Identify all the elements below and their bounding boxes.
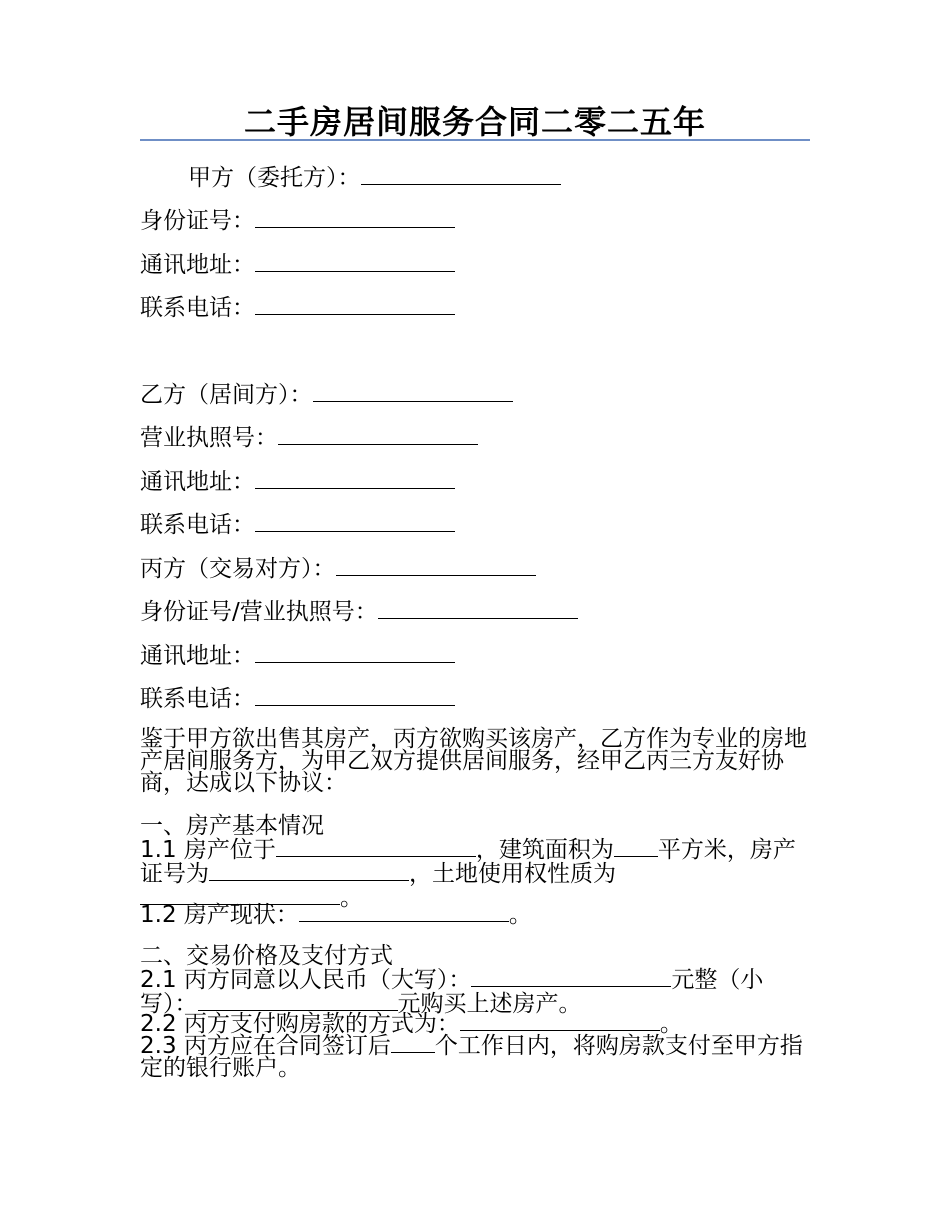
party-c-id-line — [140, 594, 578, 627]
price-lowercase-blank — [198, 991, 398, 1011]
party-a-id-blank — [255, 203, 455, 228]
party-a-phone-label: 联系电话： — [140, 295, 255, 321]
party-a-address-label: 通讯地址： — [140, 252, 255, 278]
party-a-address-line — [140, 247, 455, 280]
party-b-license-label: 营业执照号： — [140, 425, 278, 451]
title-underline — [140, 139, 810, 141]
party-b-license-blank — [278, 420, 478, 445]
party-c-heading: 丙方（交易对方）： — [140, 556, 336, 582]
party-a-phone-line — [140, 290, 455, 323]
clause-1-1-text-d: ，土地使用权性质为 — [409, 861, 616, 887]
party-b-heading: 乙方（居间方）： — [140, 382, 313, 408]
party-b-phone-blank — [255, 507, 455, 532]
party-c-id-label: 身份证号/营业执照号： — [140, 599, 378, 625]
party-c-heading-line — [140, 551, 536, 584]
party-a-address-blank — [255, 247, 455, 272]
party-b-phone-line — [140, 507, 455, 540]
party-a-id-line — [140, 203, 455, 236]
intro-paragraph: 鉴于甲方欲出售其房产，丙方欲购买该房产，乙方作为专业的房地产居间服务方，为甲乙双方提供居间服务，经甲乙丙三方友好协商，达成以下协议： — [140, 726, 807, 796]
clause-2-1-text-c: 元购买上述房产。 — [397, 991, 582, 1017]
property-location-blank — [276, 837, 476, 857]
property-status-blank — [299, 902, 509, 922]
floor-area-blank — [614, 837, 658, 857]
party-a-heading: 甲方（委托方）： — [188, 165, 361, 191]
party-b-address-label: 通讯地址： — [140, 469, 255, 495]
section-1-clause-1 — [140, 837, 810, 909]
clause-1-2-text-b: 。 — [508, 902, 532, 928]
clause-2-3-text-b: 个工作日内，将购房款支付至甲方指定的银行账户。 — [140, 1033, 803, 1081]
party-c-address-blank — [255, 638, 455, 663]
party-b-address-line — [140, 464, 455, 497]
clause-1-1-text-b: ，建筑面积为 — [475, 837, 614, 863]
party-a-phone-blank — [255, 290, 455, 315]
party-c-id-blank — [378, 594, 578, 619]
party-a-heading-line — [188, 160, 561, 193]
section-1-heading: 一、房产基本情况 — [140, 813, 324, 839]
party-c-name-blank — [336, 551, 536, 576]
clause-1-1-text-c: 平方米，房产证号为 — [140, 837, 796, 887]
section-2-clause-2 — [140, 1011, 810, 1035]
party-b-license-line — [140, 420, 478, 453]
party-c-phone-label: 联系电话： — [140, 686, 255, 712]
section-2-heading: 二、交易价格及支付方式 — [140, 943, 393, 969]
clause-2-2-text-a: 2.2 丙方支付购房款的方式为： — [140, 1011, 460, 1037]
certificate-number-blank — [209, 861, 409, 881]
section-1-clause-2 — [140, 902, 810, 926]
clause-1-2-text-a: 1.2 房产现状： — [140, 902, 299, 928]
party-b-heading-line — [140, 377, 513, 410]
clause-2-3-text-a: 2.3 丙方应在合同签订后 — [140, 1033, 391, 1059]
clause-1-1-text-e: 。 — [340, 885, 363, 911]
clause-2-2-text-b: 。 — [659, 1011, 683, 1037]
party-c-phone-line — [140, 681, 455, 714]
party-b-name-blank — [313, 377, 513, 402]
section-2-clause-3 — [140, 1033, 810, 1079]
party-c-address-line — [140, 638, 455, 671]
party-a-id-label: 身份证号： — [140, 208, 255, 234]
section-2-clause-1 — [140, 967, 810, 1015]
party-c-address-label: 通讯地址： — [140, 643, 255, 669]
document-title: 二手房居间服务合同二零二五年 — [243, 103, 706, 141]
price-uppercase-blank — [471, 967, 671, 987]
clause-2-1-text-b: 元整（小写）： — [140, 967, 764, 1017]
party-b-phone-label: 联系电话： — [140, 512, 255, 538]
payment-method-blank — [460, 1011, 660, 1031]
party-c-phone-blank — [255, 681, 455, 706]
working-days-blank — [391, 1033, 435, 1053]
clause-2-1-text-a: 2.1 丙方同意以人民币（大写）： — [140, 967, 472, 993]
party-b-address-blank — [255, 464, 455, 489]
clause-1-1-text-a: 1.1 房产位于 — [140, 837, 276, 863]
party-a-name-blank — [361, 160, 561, 185]
